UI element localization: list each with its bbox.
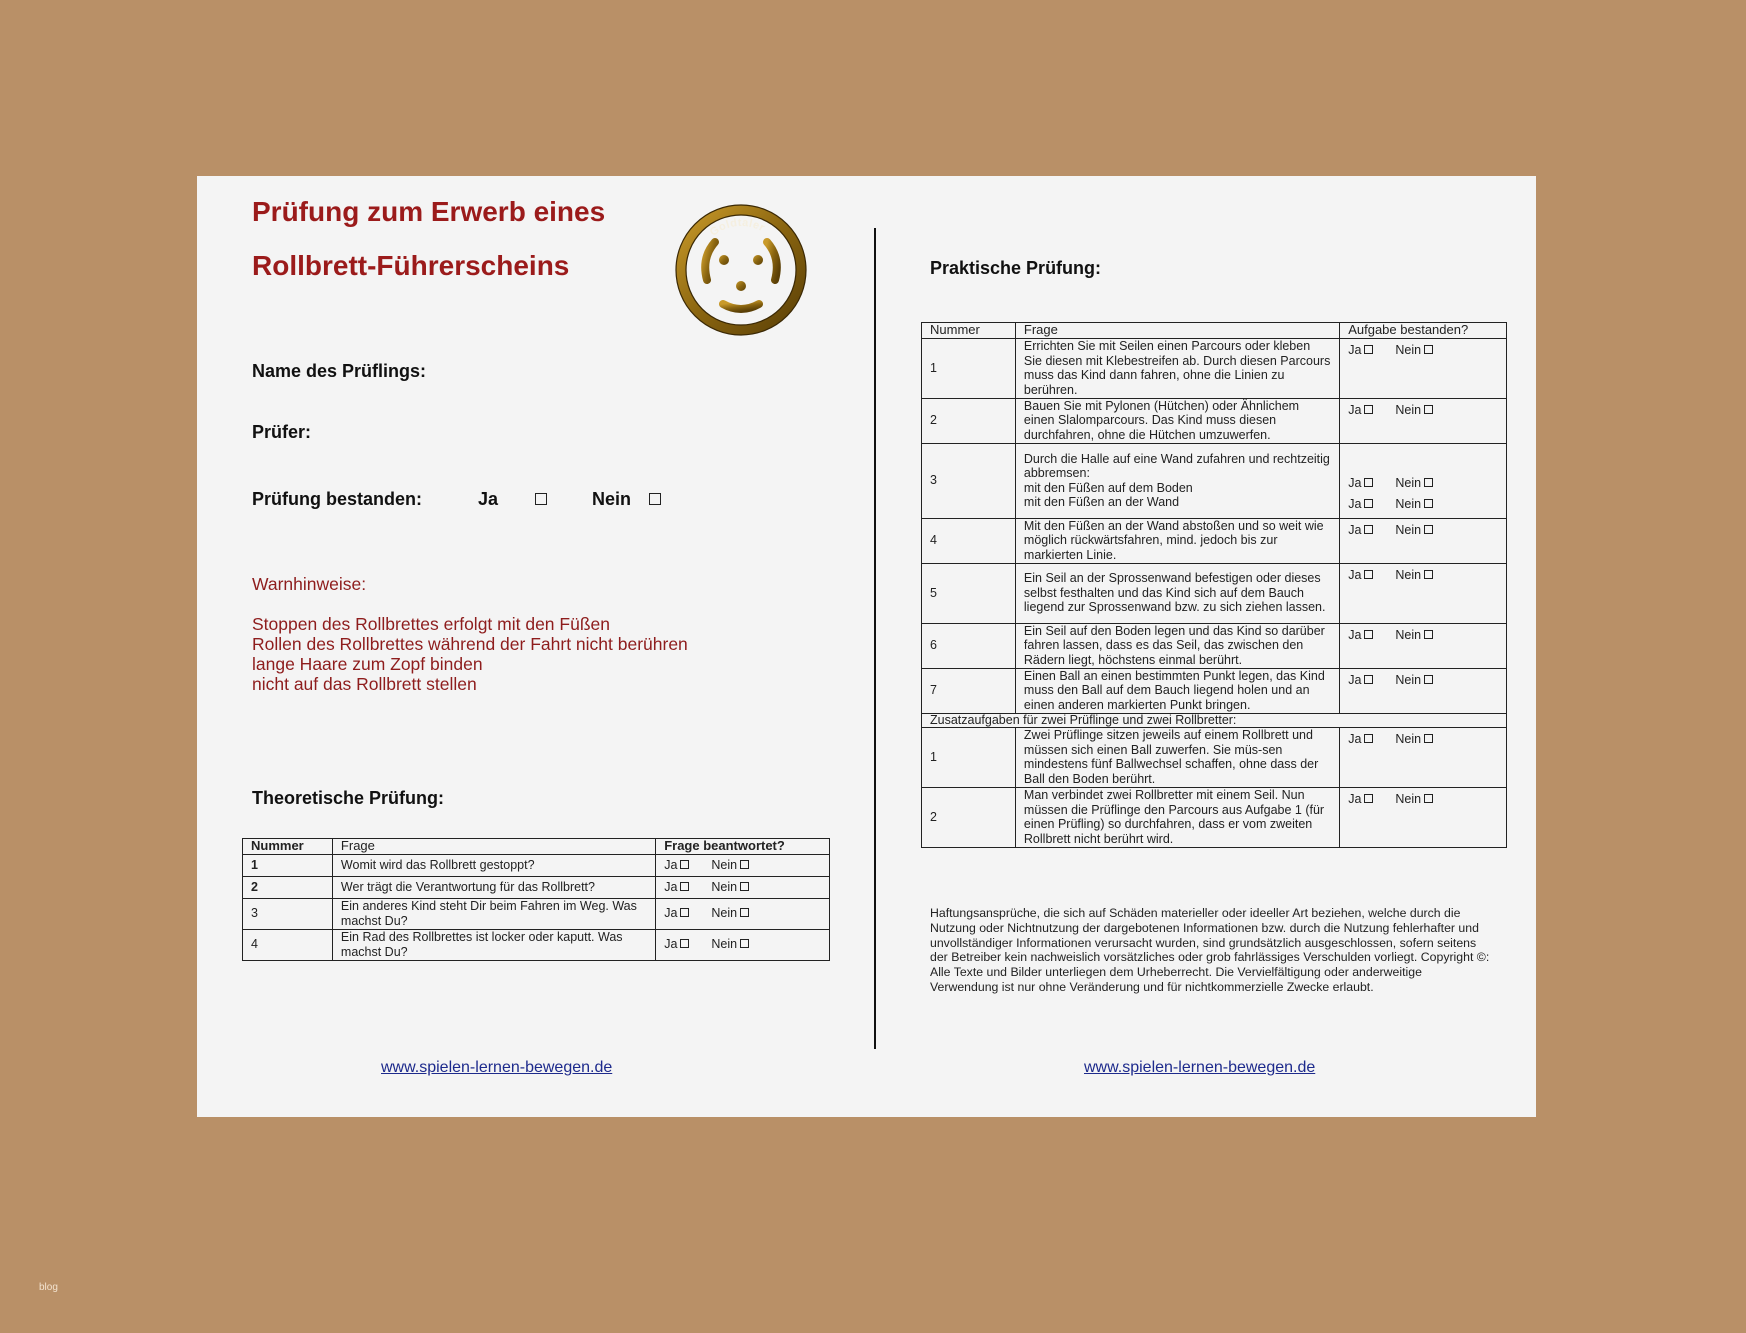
- yes-checkbox[interactable]: [1364, 345, 1373, 354]
- no-checkbox[interactable]: [1424, 345, 1433, 354]
- theory-heading: Theoretische Prüfung:: [252, 788, 445, 808]
- row-task: [1015, 443, 1339, 518]
- yes-checkbox[interactable]: [1364, 499, 1373, 508]
- row-number: 4: [243, 929, 333, 960]
- row-answer: [656, 876, 830, 898]
- row-answer: [1340, 787, 1507, 847]
- website-link-right[interactable]: www.spielen-lernen-bewegen.de: [1084, 1059, 1316, 1076]
- no-label: Nein: [711, 879, 738, 894]
- row-task: Ein Seil auf den Boden legen und das Kind so darüber fahren lassen, dass es das Seil, das zwischen den Rädern liegt, höchstens einmal berührt.: [1015, 623, 1339, 668]
- yes-label: Ja: [1348, 342, 1362, 357]
- warning-item: Stoppen des Rollbrettes erfolgt mit den Füßen: [252, 614, 610, 634]
- table-row: [922, 398, 1507, 443]
- svg-text:Goldtaler: Goldtaler: [707, 216, 767, 239]
- row-task: Ein Seil an der Sprossenwand befestigen oder dieses selbst festhalten und das Kind sich auf dem Bauch liegend zur Sprossenwand bzw. zu sich ziehen lassen.: [1015, 563, 1339, 623]
- exam-passed-yes-label: Ja: [478, 489, 499, 509]
- yes-label: Ja: [664, 937, 678, 952]
- exam-passed-no-checkbox[interactable]: [649, 489, 661, 510]
- table-row: [922, 338, 1507, 398]
- row-answer: [1340, 668, 1507, 713]
- yes-label: Ja: [1348, 627, 1362, 642]
- no-label: Nein: [1395, 672, 1422, 687]
- task-intro: Durch die Halle auf eine Wand zufahren und rechtzeitig abbremsen:: [1023, 451, 1330, 480]
- row-answer: [1340, 623, 1507, 668]
- yes-checkbox[interactable]: [680, 860, 689, 869]
- yes-label: Ja: [1348, 731, 1362, 746]
- table-row: [243, 876, 830, 898]
- yes-checkbox[interactable]: [1364, 630, 1373, 639]
- row-task: Mit den Füßen an der Wand abstoßen und so weit wie möglich rückwärtsfahren, mind. jedoch bis zur markierten Linie.: [1015, 518, 1339, 563]
- row-answer: [1340, 563, 1507, 623]
- table-row: [922, 727, 1507, 787]
- warnings-list: [252, 614, 688, 694]
- yes-label: Ja: [664, 857, 678, 872]
- column-header-task: Frage: [1015, 323, 1339, 339]
- no-checkbox[interactable]: [740, 939, 749, 948]
- extra-tasks-heading-row: [922, 713, 1507, 727]
- table-row: [922, 623, 1507, 668]
- practical-heading: Praktische Prüfung:: [930, 258, 1102, 278]
- row-number: 4: [922, 518, 1016, 563]
- no-label: Nein: [1395, 402, 1422, 417]
- column-header-number: Nummer: [243, 839, 333, 855]
- task-sub-2: mit den Füßen an der Wand: [1023, 495, 1180, 509]
- table-row: [243, 929, 830, 960]
- examiner-label: Prüfer:: [252, 422, 312, 442]
- no-checkbox[interactable]: [740, 860, 749, 869]
- no-label: Nein: [1395, 731, 1422, 746]
- row-task: Errichten Sie mit Seilen einen Parcours oder kleben Sie diesen mit Klebestreifen ab. Durch diesen Parcours muss das Kind dann fahren, ohne die Linien zu berühren.: [1015, 338, 1339, 398]
- row-answer: [1340, 443, 1507, 518]
- yes-checkbox[interactable]: [680, 908, 689, 917]
- column-header-answered: Frage beantwortet?: [656, 839, 830, 855]
- exam-passed-label: Prüfung bestanden:: [252, 489, 422, 509]
- warning-item: lange Haare zum Zopf binden: [252, 654, 483, 674]
- row-answer: [656, 898, 830, 929]
- website-link-left[interactable]: www.spielen-lernen-bewegen.de: [381, 1059, 613, 1076]
- legal-disclaimer: Haftungsansprüche, die sich auf Schäden materieller oder ideeller Art beziehen, welche durch die Nutzung oder Nichtnutzung der dargebotenen Informationen bzw. durch die Nutzung fehlerhafter und unvollständiger Informationen verursacht wurden, sind grundsätzlich ausgeschlossen, sofern seitens der Betreiber kein nachweislich vorsätzliches oder grob fahrlässiges Verschulden vorliegt. Copyright ©: Alle Texte und Bilder unterliegen dem Urheberrecht. Die Vervielfältigung oder anderweitige Verwendung ist nur ohne Veränderung und für nichtkommerzielle Zwecke erlaubt.: [930, 906, 1490, 994]
- yes-label: Ja: [1348, 672, 1362, 687]
- table-header-row: [243, 839, 830, 855]
- yes-label: Ja: [1348, 475, 1362, 490]
- no-checkbox[interactable]: [1424, 570, 1433, 579]
- table-row: [922, 668, 1507, 713]
- yes-checkbox[interactable]: [1364, 675, 1373, 684]
- no-label: Nein: [1395, 627, 1422, 642]
- exam-passed-yes-checkbox[interactable]: [535, 489, 547, 510]
- warning-item: nicht auf das Rollbrett stellen: [252, 674, 477, 694]
- table-row: [243, 854, 830, 876]
- row-answer: [1340, 518, 1507, 563]
- row-number: 6: [922, 623, 1016, 668]
- goldtaler-smiley-icon: [673, 200, 809, 336]
- yes-label: Ja: [1348, 402, 1362, 417]
- yes-checkbox[interactable]: [680, 939, 689, 948]
- yes-label: Ja: [664, 906, 678, 921]
- column-header-number: Nummer: [922, 323, 1016, 339]
- row-task: Einen Ball an einen bestimmten Punkt legen, das Kind muss den Ball auf dem Bauch liegend holen und an einen anderen markierten Punkt bringen.: [1015, 668, 1339, 713]
- no-checkbox[interactable]: [1424, 405, 1433, 414]
- row-number: 1: [922, 727, 1016, 787]
- yes-label: Ja: [1348, 522, 1362, 537]
- no-checkbox[interactable]: [1424, 675, 1433, 684]
- row-number: 1: [922, 338, 1016, 398]
- row-task: Zwei Prüflinge sitzen jeweils auf einem Rollbrett und müssen sich einen Ball zuwerfen. Sie müs-sen mindestens fünf Ballwechsel schaffen, ohne dass der Ball den Boden berührt.: [1015, 727, 1339, 787]
- warning-item: Rollen des Rollbrettes während der Fahrt nicht berühren: [252, 634, 688, 654]
- row-task: Bauen Sie mit Pylonen (Hütchen) oder Ähnlichem einen Slalomparcours. Das Kind muss diesen durchfahren, ohne die Hütchen umzuwerfen.: [1015, 398, 1339, 443]
- no-checkbox[interactable]: [1424, 499, 1433, 508]
- no-label: Nein: [1395, 522, 1422, 537]
- column-divider: [874, 228, 876, 1049]
- row-question: Womit wird das Rollbrett gestoppt?: [332, 854, 655, 876]
- no-checkbox[interactable]: [1424, 794, 1433, 803]
- no-checkbox[interactable]: [740, 908, 749, 917]
- yes-checkbox[interactable]: [1364, 525, 1373, 534]
- exam-passed-no-label: Nein: [592, 489, 632, 509]
- yes-checkbox[interactable]: [1364, 478, 1373, 487]
- row-answer: [1340, 727, 1507, 787]
- no-label: Nein: [1395, 475, 1422, 490]
- no-checkbox[interactable]: [1424, 478, 1433, 487]
- row-number: 2: [922, 398, 1016, 443]
- yes-checkbox[interactable]: [1364, 794, 1373, 803]
- warnings-heading: Warnhinweise:: [252, 574, 367, 594]
- row-number: 3: [922, 443, 1016, 518]
- document-page: [197, 176, 1536, 1117]
- no-label: Nein: [1395, 791, 1422, 806]
- row-number: 2: [922, 787, 1016, 847]
- table-header-row: [922, 323, 1507, 339]
- yes-checkbox[interactable]: [680, 882, 689, 891]
- no-label: Nein: [711, 937, 738, 952]
- no-checkbox[interactable]: [1424, 630, 1433, 639]
- extra-tasks-heading: Zusatzaufgaben für zwei Prüflinge und zwei Rollbretter:: [922, 713, 1507, 727]
- no-label: Nein: [1395, 342, 1422, 357]
- no-label: Nein: [1395, 497, 1422, 511]
- row-question: Ein Rad des Rollbrettes ist locker oder kaputt. Was machst Du?: [332, 929, 655, 960]
- row-number: 7: [922, 668, 1016, 713]
- row-question: Wer trägt die Verantwortung für das Rollbrett?: [332, 876, 655, 898]
- yes-checkbox[interactable]: [1364, 570, 1373, 579]
- row-task: Man verbindet zwei Rollbretter mit einem Seil. Nun müssen die Prüflinge den Parcours aus Aufgabe 1 (für einen Prüfling) so durchfahren, dass er vom zweiten Rollbrett nicht berührt wird.: [1015, 787, 1339, 847]
- table-row: [922, 518, 1507, 563]
- no-checkbox[interactable]: [1424, 525, 1433, 534]
- yes-label: Ja: [1348, 497, 1362, 511]
- column-header-passed: Aufgabe bestanden?: [1340, 323, 1507, 339]
- yes-checkbox[interactable]: [1364, 734, 1373, 743]
- practical-table: [921, 322, 1507, 848]
- no-label: Nein: [1395, 567, 1422, 582]
- row-question: Ein anderes Kind steht Dir beim Fahren im Weg. Was machst Du?: [332, 898, 655, 929]
- row-answer: [1340, 398, 1507, 443]
- table-row: [922, 443, 1507, 518]
- task-sub-1: mit den Füßen auf dem Boden: [1023, 480, 1193, 495]
- theory-table: [242, 838, 830, 961]
- row-answer: [1340, 338, 1507, 398]
- column-header-question: Frage: [332, 839, 655, 855]
- no-checkbox[interactable]: [1424, 734, 1433, 743]
- yes-label: Ja: [1348, 791, 1362, 806]
- row-number: 1: [243, 854, 333, 876]
- no-label: Nein: [711, 857, 738, 872]
- row-number: 3: [243, 898, 333, 929]
- page-title-line-1: Prüfung zum Erwerb eines: [252, 196, 606, 227]
- row-answer: [656, 854, 830, 876]
- yes-checkbox[interactable]: [1364, 405, 1373, 414]
- no-label: Nein: [711, 906, 738, 921]
- table-row: [922, 563, 1507, 623]
- yes-label: Ja: [664, 879, 678, 894]
- table-row: [922, 787, 1507, 847]
- candidate-name-label: Name des Prüflings:: [252, 361, 427, 381]
- yes-label: Ja: [1348, 567, 1362, 582]
- no-checkbox[interactable]: [740, 882, 749, 891]
- row-answer: [656, 929, 830, 960]
- row-number: 5: [922, 563, 1016, 623]
- blog-watermark: blog: [39, 1282, 58, 1293]
- table-row: [243, 898, 830, 929]
- page-title-line-2: Rollbrett-Führerscheins: [252, 250, 570, 281]
- row-number: 2: [243, 876, 333, 898]
